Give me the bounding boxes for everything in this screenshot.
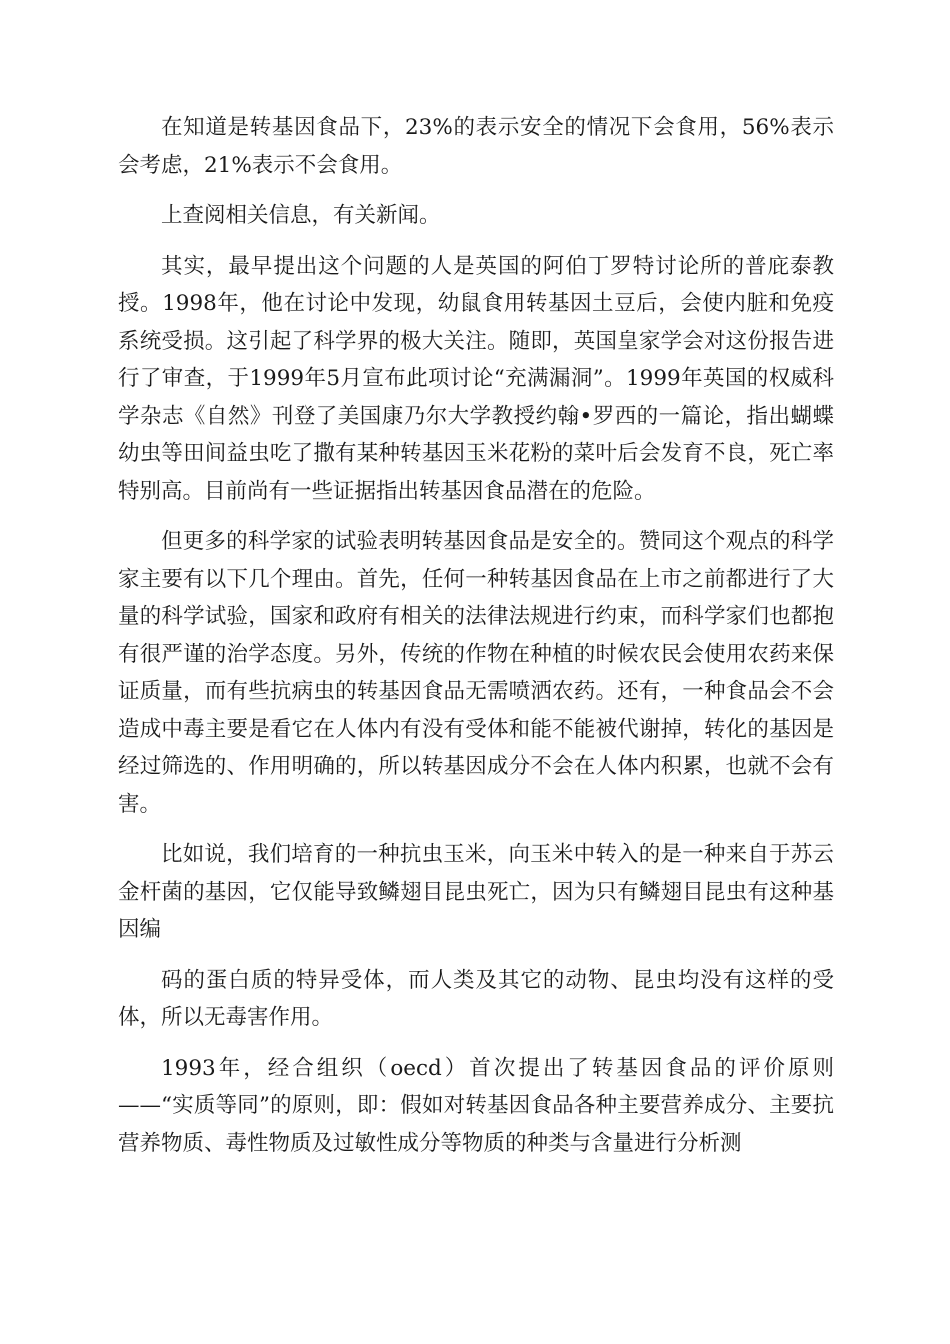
paragraph-related-news: 上查阅相关信息，有关新闻。 — [161, 203, 441, 228]
paragraph-receptor: 码的蛋白质的特异受体，而人类及其它的动物、昆虫均没有这样的受体，所以无毒害作用。 — [118, 967, 834, 1030]
paragraph-corn-example: 比如说，我们培育的一种抗虫玉米，向玉米中转入的是一种来自于苏云金杆菌的基因，它仅能导致鳞翅目昆虫死亡，因为只有鳞翅目昆虫有这种基因编 — [118, 842, 834, 942]
paragraph-survey-result: 在知道是转基因食品下，23%的表示安全的情况下会食用，56%表示会考虑，21%表示不会食用。 — [118, 115, 834, 178]
paragraph-safety-arguments: 但更多的科学家的试验表明转基因食品是安全的。赞同这个观点的科学家主要有以下几个理由。首先，任何一种转基因食品在上市之前都进行了大量的科学试验，国家和政府有相关的法律法规进行约束，而科学家们也都抱有很严谨的治学态度。另外，传统的作物在种植的时候农民会使用农药来保证质量，而有些抗病虫的转基因食品无需喷洒农药。还有，一种食品会不会造成中毒主要是看它在人体内有没有受体和能不能被代谢掉，转化的基因是经过筛选的、作用明确的，所以转基因成分不会在人体内积累，也就不会有害。 — [118, 529, 834, 817]
paragraph-oecd-principle: 1993年，经合组织（oecd）首次提出了转基因食品的评价原则——“实质等同”的原则，即：假如对转基因食品各种主要营养成分、主要抗营养物质、毒性物质及过敏性成分等物质的种类与含量进行分析测 — [118, 1055, 834, 1156]
document-page — [118, 109, 834, 1162]
paragraph-history: 其实，最早提出这个问题的人是英国的阿伯丁罗特讨论所的普庇泰教授。1998年，他在讨论中发现，幼鼠食用转基因土豆后，会使内脏和免疫系统受损。这引起了科学界的极大关注。随即，英国皇家学会对这份报告进行了审查，于1999年5月宣布此项讨论“充满漏洞”。1999年英国的权威科学杂志《自然》刊登了美国康乃尔大学教授约翰•罗西的一篇论，指出蝴蝶幼虫等田间益虫吃了撒有某种转基因玉米花粉的菜叶后会发育不良，死亡率特别高。目前尚有一些证据指出转基因食品潜在的危险。 — [118, 253, 834, 504]
